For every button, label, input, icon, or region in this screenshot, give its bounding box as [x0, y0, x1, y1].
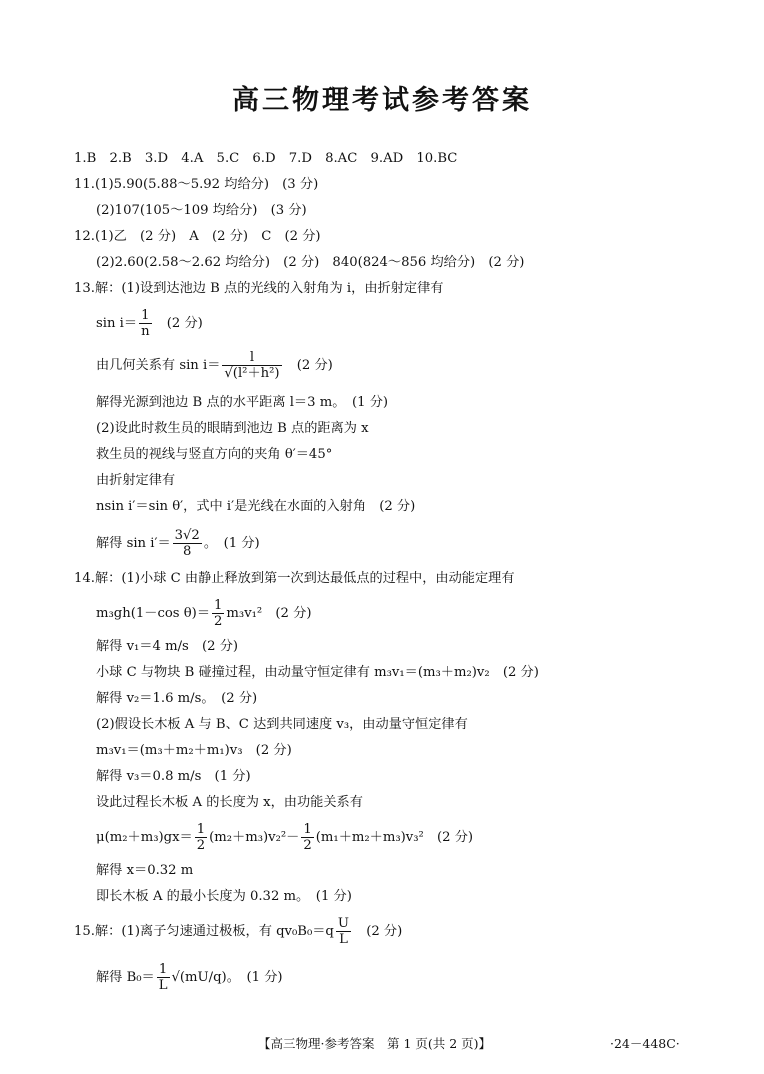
line-text: 解得 B₀＝: [96, 970, 155, 985]
line-text: m₃gh(1－cos θ)＝: [96, 606, 211, 621]
fraction-numerator: 1: [196, 822, 206, 837]
fraction-numerator: 3√2: [174, 528, 200, 543]
answer-line-11-2: (2)107(105～109 均给分) (3 分): [96, 203, 307, 218]
fraction-numerator: 1: [303, 822, 312, 837]
answer-line-11-1: 11.(1)5.90(5.88～5.92 均给分) (3 分): [74, 177, 319, 192]
answer-line-14-v2: 解得 v₂＝1.6 m/s。 (2 分): [96, 691, 258, 706]
answer-line-15-b0: [96, 962, 283, 993]
line-text: √(mU/q)。 (1 分): [171, 970, 283, 985]
answer-line-14-result: 即长木板 A 的最小长度为 0.32 m。 (1 分): [96, 889, 352, 904]
answer-line-13-law: 由折射定律有: [96, 473, 176, 488]
fraction: [173, 528, 202, 559]
answer-line-12-2: (2)2.60(2.58～2.62 均给分) (2 分) 840(824～856 均给分) (2 分): [96, 255, 525, 270]
fraction: [195, 822, 207, 853]
answer-line-13-geometry: [96, 350, 333, 381]
answer-line-13-result2: [96, 528, 260, 559]
line-text: (2 分): [353, 924, 403, 939]
line-text: μ(m₂＋m₃)gx＝: [96, 830, 193, 845]
line-text: 由几何关系有 sin i＝: [96, 358, 221, 373]
answer-line-15-intro: [74, 916, 402, 947]
answer-line-13-equation: nsin i′＝sin θ′，式中 i′是光线在水面的入射角 (2 分): [96, 499, 416, 514]
line-text: sin i＝: [96, 316, 138, 331]
answer-line-13-sin: [96, 308, 203, 339]
line-text: (2 分): [153, 316, 203, 331]
fraction-denominator: √(l²＋h²): [224, 366, 280, 381]
fraction-numerator: 1: [139, 308, 152, 324]
answer-line-14-energy: [96, 598, 311, 629]
line-text: (m₁＋m₂＋m₃)v₃² (2 分): [315, 830, 474, 845]
fraction-denominator: 8: [183, 544, 192, 559]
answer-line-14-momentum: m₃v₁＝(m₃＋m₂＋m₁)v₃ (2 分): [96, 743, 292, 758]
fraction: [222, 350, 281, 381]
fraction: [139, 308, 152, 339]
fraction-denominator: L: [158, 978, 168, 993]
fraction: [212, 598, 224, 629]
line-text: (m₂＋m₃)v₂²－: [209, 830, 300, 845]
answer-line-choice: 1.B 2.B 3.D 4.A 5.C 6.D 7.D 8.AC 9.AD 10.BC: [74, 151, 458, 166]
line-text: (2 分): [283, 358, 333, 373]
fraction-numerator: U: [337, 916, 350, 931]
answer-line-13-angle: 救生员的视线与竖直方向的夹角 θ′＝45°: [96, 447, 333, 462]
answer-line-12-1: 12.(1)乙 (2 分) A (2 分) C (2 分): [74, 229, 321, 244]
fraction-denominator: L: [339, 932, 348, 947]
fraction-denominator: n: [141, 324, 150, 339]
answer-line-13-result1: 解得光源到池边 B 点的水平距离 l＝3 m。 (1 分): [96, 395, 389, 410]
line-text: 15.解：(1)离子匀速通过极板，有 qv₀B₀＝q: [74, 924, 334, 939]
fraction: [157, 962, 170, 993]
answer-line-13-part2: (2)设此时救生员的眼睛到池边 B 点的距离为 x: [96, 421, 369, 436]
answer-line-14-intro: 14.解：(1)小球 C 由静止释放到第一次到达最低点的过程中，由动能定理有: [74, 571, 515, 586]
exam-code: ·24－448C·: [610, 1036, 680, 1051]
fraction: [301, 822, 313, 853]
answer-line-14-part2: (2)假设长木板 A 与 B、C 达到共同速度 v₃，由动量守恒定律有: [96, 717, 468, 732]
answer-line-14-v3: 解得 v₃＝0.8 m/s (1 分): [96, 769, 251, 784]
fraction-denominator: 2: [303, 838, 312, 853]
answer-line-13-intro: 13.解：(1)设到达池边 B 点的光线的入射角为 i，由折射定律有: [74, 281, 444, 296]
answer-line-14-v1: 解得 v₁＝4 m/s (2 分): [96, 639, 239, 654]
fraction-numerator: 1: [157, 962, 170, 978]
line-text: m₃v₁² (2 分): [226, 606, 312, 621]
page-footer: 【高三物理·参考答案 第 1 页(共 2 页)】: [258, 1036, 492, 1051]
page-title: 高三物理考试参考答案: [232, 85, 532, 116]
line-text: 解得 sin i′＝: [96, 536, 171, 551]
fraction-denominator: 2: [214, 614, 223, 629]
fraction-numerator: l: [222, 350, 281, 366]
answer-line-14-work-energy: [96, 822, 473, 853]
line-text: 。 (1 分): [203, 536, 260, 551]
fraction-numerator: 1: [214, 598, 223, 613]
fraction: [336, 916, 351, 947]
answer-line-14-collision: 小球 C 与物块 B 碰撞过程，由动量守恒定律有 m₃v₁＝(m₃＋m₂)v₂ (2 分): [96, 665, 539, 680]
answer-line-14-length: 设此过程长木板 A 的长度为 x，由功能关系有: [96, 795, 363, 810]
answer-line-14-x: 解得 x＝0.32 m: [96, 863, 194, 878]
fraction-denominator: 2: [196, 838, 206, 853]
